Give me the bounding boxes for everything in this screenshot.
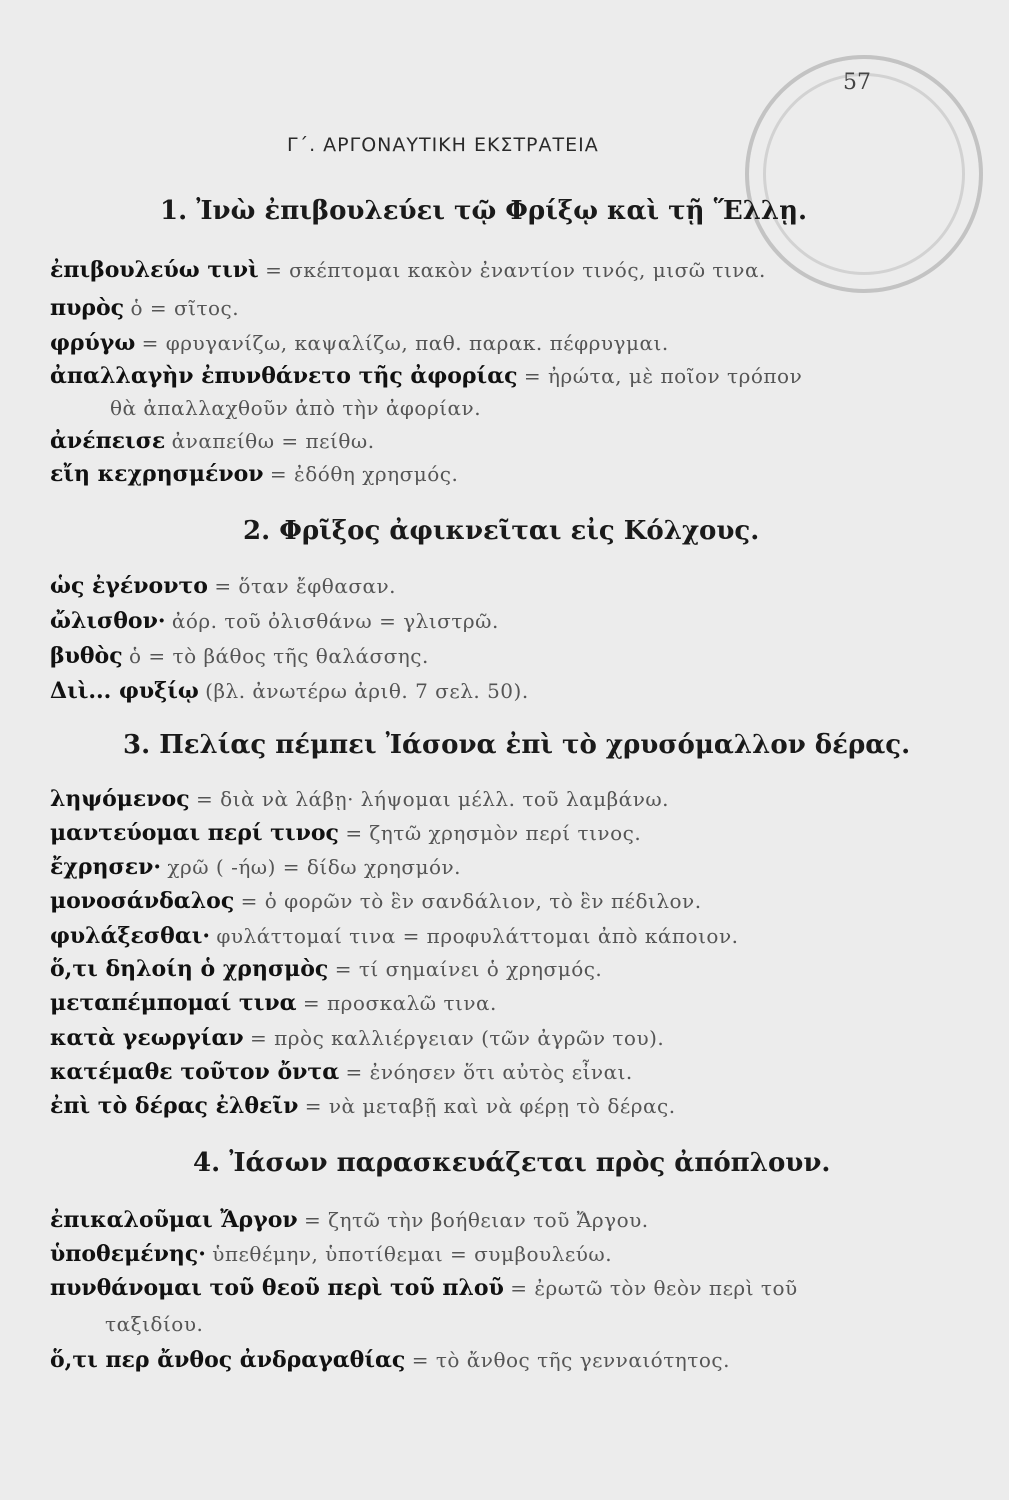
glossary-entry: ἔχρησεν· χρῶ ( -ήω) = δίδω χρησμόν. xyxy=(50,854,462,880)
glossary-entry: βυθὸς ὁ = τὸ βάθος τῆς θαλάσσης. xyxy=(50,643,429,669)
section-heading-1: 1. Ἰνὼ ἐπιβουλεύει τῷ Φρίξῳ καὶ τῇ Ἕλλῃ. xyxy=(160,196,808,226)
glossary-entry-continuation: ταξιδίου. xyxy=(105,1312,204,1336)
glossary-entry: ὅ,τι δηλοίη ὁ χρησμὸς = τί σημαίνει ὁ χρησμός. xyxy=(50,956,603,982)
glossary-entry: ἀνέπεισε ἀναπείθω = πείθω. xyxy=(50,428,375,454)
glossary-entry: ὡς ἐγένοντο = ὅταν ἔφθασαν. xyxy=(50,573,397,599)
glossary-entry: Διὶ... φυξίῳ (βλ. ἀνωτέρω ἀριθ. 7 σελ. 50). xyxy=(50,678,529,704)
glossary-entry: φυλάξεσθαι· φυλάττομαί τινα = προφυλάττομαι ἀπὸ κάποιον. xyxy=(50,923,739,949)
glossary-entry-continuation: θὰ ἀπαλλαχθοῦν ἀπὸ τὴν ἀφορίαν. xyxy=(110,396,482,420)
section-heading-4: 4. Ἰάσων παρασκευάζεται πρὸς ἀπόπλουν. xyxy=(193,1148,831,1178)
page-number: 57 xyxy=(843,70,871,95)
glossary-entry: κατὰ γεωργίαν = πρὸς καλλιέργειαν (τῶν ἀγρῶν του). xyxy=(50,1025,665,1051)
glossary-entry: ἐπιβουλεύω τινὶ = σκέπτομαι κακὸν ἐναντίον τινός, μισῶ τινα. xyxy=(50,257,766,283)
glossary-entry: ἀπαλλαγὴν ἐπυνθάνετο τῆς ἀφορίας = ἠρώτα, μὲ ποῖον τρόπον xyxy=(50,363,803,389)
glossary-entry: ὑποθεμένης· ὑπεθέμην, ὑποτίθεμαι = συμβουλεύω. xyxy=(50,1241,613,1267)
section-heading-2: 2. Φρῖξος ἀφικνεῖται εἰς Κόλχους. xyxy=(243,516,760,546)
glossary-entry: εἴη κεχρησμένον = ἐδόθη χρησμός. xyxy=(50,461,459,487)
glossary-entry: κατέμαθε τοῦτον ὄντα = ἐνόησεν ὅτι αὐτὸς εἶναι. xyxy=(50,1059,633,1085)
glossary-entry: πυρὸς ὁ = σῖτος. xyxy=(50,295,240,321)
glossary-entry: ὤλισθον· ἀόρ. τοῦ ὀλισθάνω = γλιστρῶ. xyxy=(50,608,499,634)
glossary-entry: πυνθάνομαι τοῦ θεοῦ περὶ τοῦ πλοῦ = ἐρωτῶ τὸν θεὸν περὶ τοῦ xyxy=(50,1275,798,1301)
glossary-entry: ὅ,τι περ ἄνθος ἀνδραγαθίας = τὸ ἄνθος τῆς γενναιότητος. xyxy=(50,1347,730,1373)
glossary-entry: μονοσάνδαλος = ὁ φορῶν τὸ ἓν σανδάλιον, τὸ ἓν πέδιλον. xyxy=(50,888,702,914)
running-head: Γ΄. ΑΡΓΟΝΑΥΤΙΚΗ ΕΚΣΤΡΑΤΕΙΑ xyxy=(287,134,599,156)
glossary-entry: μεταπέμπομαί τινα = προσκαλῶ τινα. xyxy=(50,990,497,1016)
glossary-entry: μαντεύομαι περί τινος = ζητῶ χρησμὸν περί τινος. xyxy=(50,820,642,846)
glossary-entry: φρύγω = φρυγανίζω, καψαλίζω, παθ. παρακ. πέφρυγμαι. xyxy=(50,330,669,356)
section-heading-3: 3. Πελίας πέμπει Ἰάσονα ἐπὶ τὸ χρυσόμαλλον δέρας. xyxy=(123,730,911,760)
glossary-entry: ἐπὶ τὸ δέρας ἐλθεῖν = νὰ μεταβῇ καὶ νὰ φέρῃ τὸ δέρας. xyxy=(50,1093,676,1119)
glossary-entry: ληψόμενος = διὰ νὰ λάβῃ· λήψομαι μέλλ. τοῦ λαμβάνω. xyxy=(50,786,670,812)
glossary-entry: ἐπικαλοῦμαι Ἄργον = ζητῶ τὴν βοήθειαν τοῦ Ἄργου. xyxy=(50,1207,649,1233)
